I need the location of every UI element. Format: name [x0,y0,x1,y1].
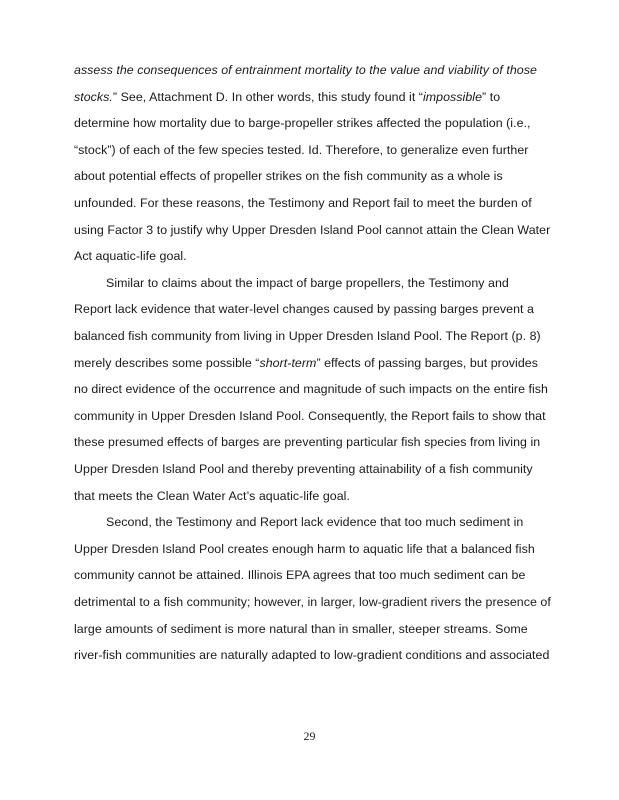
text-segment: ” effects of passing barges, but provides [316,355,538,370]
italic-text-segment: stocks. [74,89,113,104]
text-line [74,143,528,157]
text-line [74,356,538,370]
text-line [74,196,532,210]
text-segment: that meets the Clean Water Act’s aquatic-life goal. [74,488,350,503]
text-line [74,595,551,609]
text-line [74,568,525,582]
text-line [74,249,187,263]
text-line [106,515,523,529]
text-segment: Similar to claims about the impact of barge propellers, the Testimony and [106,275,509,290]
text-segment: community in Upper Dresden Island Pool. Consequently, the Report fails to show that [74,408,546,423]
text-line [74,489,350,503]
text-line [74,302,534,316]
text-segment: ” to [482,89,501,104]
text-segment: about potential effects of propeller strikes on the fish community as a whole is [74,169,503,184]
text-segment: balanced fish community from living in Upper Dresden Island Pool. The Report (p. 8) [74,329,541,343]
text-line [74,116,531,130]
text-segment: no direct evidence of the occurrence and magnitude of such impacts on the entire fish [74,382,548,397]
text-segment: ” See, Attachment D. In other words, this study found it “ [112,89,423,104]
text-segment: Second, the Testimony and Report lack evidence that too much sediment in [106,515,524,530]
text-segment: community cannot be attained. Illinois EPA agrees that too much sediment can be [74,568,526,583]
text-line [74,63,537,77]
text-line [74,329,541,343]
text-segment: these presumed effects of barges are preventing particular fish species from living in [74,435,541,450]
text-line [74,223,550,237]
text-line [74,409,546,423]
text-line [74,462,533,476]
text-line [74,542,535,556]
text-segment: river-fish communities are naturally adapted to low-gradient conditions and associated [74,648,550,663]
text-line [74,90,500,104]
italic-text-segment: impossible [422,89,483,104]
text-line [106,276,509,290]
text-line [74,648,549,662]
text-segment: unfounded. For these reasons, the Testimony and Report fail to meet the burden of [74,196,532,210]
text-segment: using Factor 3 to justify why Upper Dresden Island Pool cannot attain the Clean Water [74,222,551,237]
text-segment: Upper Dresden Island Pool creates enough harm to aquatic life that a balanced fish [74,541,535,556]
text-segment: “stock”) of each of the few species tested. Id. Therefore, to generalize even further [74,142,529,157]
text-segment: Report lack evidence that water-level changes caused by passing barges prevent a [74,302,534,317]
text-line [74,622,528,636]
text-segment: Act aquatic-life goal. [74,249,187,264]
text-segment: merely describes some possible “ [74,355,260,370]
text-segment: determine how mortality due to barge-propeller strikes affected the population (i.e., [74,116,531,131]
italic-text-segment: short-term [259,355,317,370]
italic-text-segment: assess the consequences of entrainment mortality to the value and viability of those [74,63,537,77]
page-number: 29 [303,729,316,743]
text-line [74,169,503,183]
text-segment: Upper Dresden Island Pool and thereby preventing attainability of a fish community [74,462,533,476]
text-segment: detrimental to a fish community; however, in larger, low-gradient rivers the presence of [74,595,551,609]
text-segment: large amounts of sediment is more natural than in smaller, steeper streams. Some [74,621,528,636]
text-line [74,382,548,396]
text-line [74,435,540,449]
